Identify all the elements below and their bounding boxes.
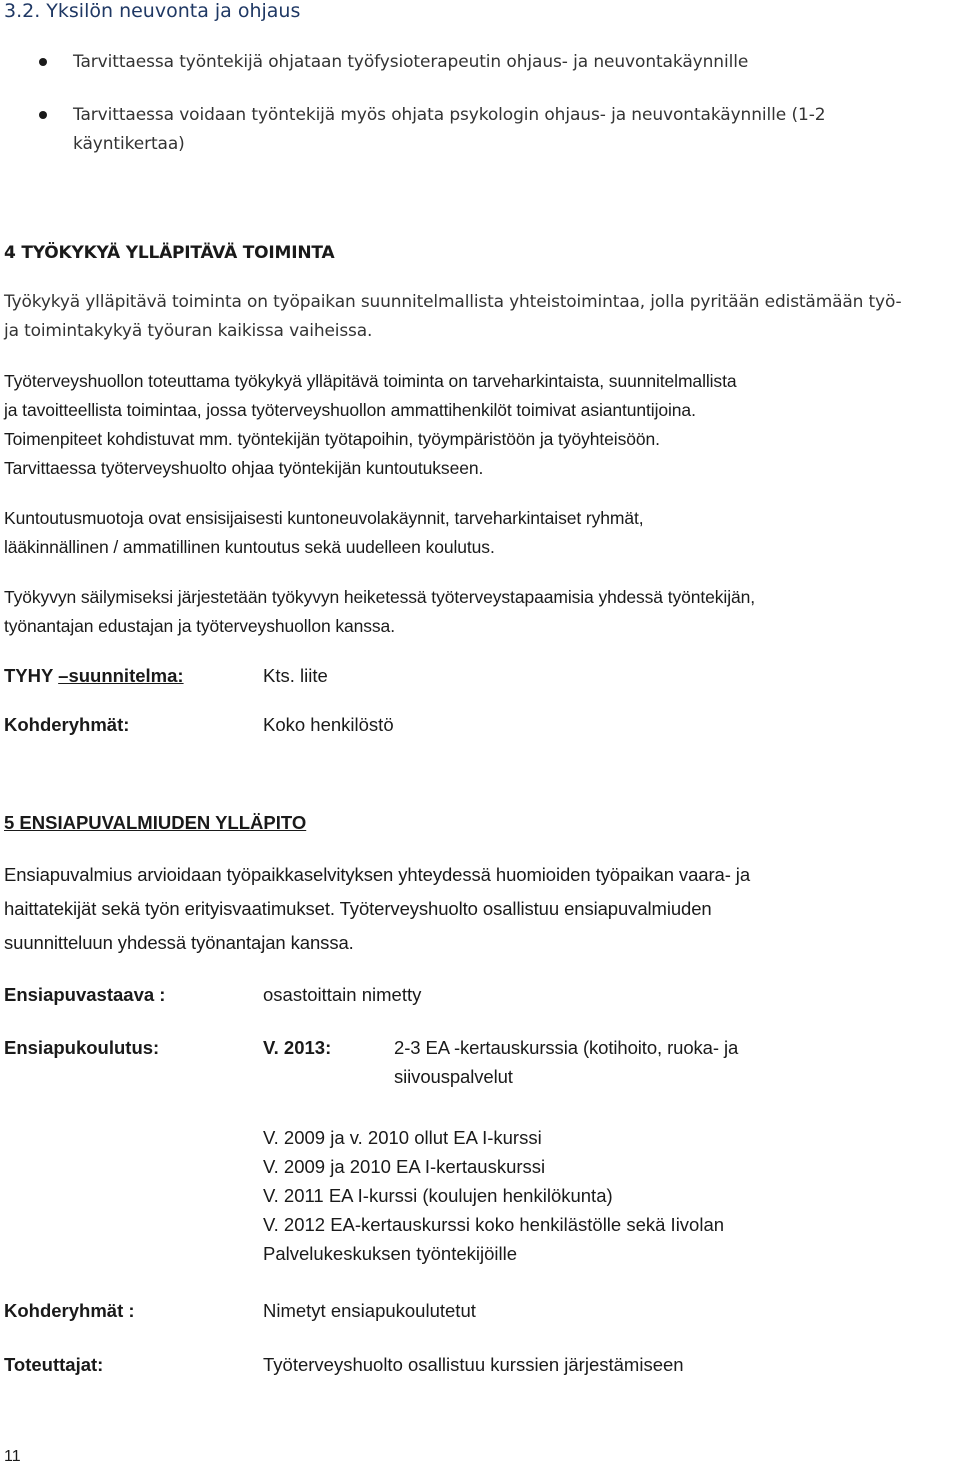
section-4-intro: Työkykyä ylläpitävä toiminta on työpaikan suunnitelmallista yhteistoimintaa, jolla pyritään edistämään työ- ja toimintakykyä työuran kaikissa vaiheissa. (4, 292, 902, 341)
first-aid-responsible-value: osastoittain nimetty (263, 984, 422, 1005)
implementers-value: Työterveyshuolto osallistuu kurssien järjestämiseen (263, 1354, 684, 1375)
implementers-label: Toteuttajat: (4, 1354, 104, 1375)
section-5-title: 5 ENSIAPUVALMIUDEN YLLÄPITO (4, 812, 307, 833)
first-aid-training-2013: 2-3 EA -kertauskurssia (kotihoito, ruoka- ja siivouspalvelut (394, 1037, 739, 1087)
first-aid-training-label: Ensiapukoulutus: (4, 1037, 160, 1058)
tyhy-plan-label: TYHY –suunnitelma: (4, 665, 184, 686)
first-aid-training-year: V. 2013: (263, 1037, 332, 1058)
list-item: V. 2009 ja 2010 EA I-kertauskurssi (263, 1156, 546, 1177)
section-4-paragraph-1: Työterveyshuollon toteuttama työkykyä ylläpitävä toiminta on tarveharkintaista, suunnitelmallista ja tavoitteellista toimintaa, jossa työterveyshuollon ammattihenkilöt toimivat asiantuntijoina. Toimenpiteet kohdistuvat mm. työntekijän työtapoihin, työympäristöön ja työyhteisöön. Tarvittaessa työterveyshuolto ohjaa työntekijän kuntoutukseen. (4, 371, 737, 478)
section-5-paragraph: Ensiapuvalmius arvioidaan työpaikkaselvityksen yhteydessä huomioiden työpaikan vaara- ja haittatekijät sekä työn erityisvaatimukset. Työterveyshuolto osallistuu ensiapuvalmiuden suunnitteluun yhdessä työnantajan kanssa. (4, 864, 751, 953)
bullet-icon (39, 111, 47, 119)
page-number: 11 (4, 1448, 21, 1465)
section-4-paragraph-3: Työkyvyn säilymiseksi järjestetään työkyvyn heiketessä työterveystapaamisia yhdessä työntekijän, työnantajan edustajan ja työterveyshuollon kanssa. (4, 587, 756, 636)
section-4-target-label: Kohderyhmät: (4, 714, 130, 735)
section-3-2-title: 3.2. Yksilön neuvonta ja ohjaus (4, 0, 301, 22)
section-4-paragraph-2: Kuntoutusmuotoja ovat ensisijaisesti kuntoneuvolakäynnit, tarveharkintaiset ryhmät, lääkinnällinen / ammatillinen kuntoutus sekä uudelleen koulutus. (4, 508, 644, 557)
list-item: V. 2009 ja v. 2010 ollut EA I-kurssi (263, 1127, 542, 1148)
first-aid-history-list (263, 1123, 724, 1268)
document-page: 3.2. Yksilön neuvonta ja ohjaus Tarvittaessa työntekijä ohjataan työfysioterapeutin ohjaus- ja neuvontakäynnille Tarvittaessa voidaan työntekijä myös ohjata psykologin ohjaus- ja neuvontakäynnille (1-2 käyntikertaa) 4 TYÖKYKYÄ YLLÄPITÄVÄ TOIMINTA Työkykyä ylläpitävä toiminta on työpaikan suunnitelmallista yhteistoimintaa, jolla pyritään edistämään työ- ja toimintakykyä työuran kaikissa vaiheissa. Työterveyshuollon toteuttama työkykyä ylläpitävä toiminta on tarveharkintaista, suunnitelmallista ja tavoitteellista toimintaa, jossa työterveyshuollon ammattihenkilöt toimivat asiantuntijoina. Toimenpiteet kohdistuvat mm. työntekijän työtapoihin, työympäristöön ja työyhteisöön. Tarvittaessa työterveyshuolto ohjaa työntekijän kuntoutukseen. Kuntoutusmuotoja ovat ensisijaisesti kuntoneuvolakäynnit, tarveharkintaiset ryhmät, lääkinnällinen / ammatillinen kuntoutus sekä uudelleen koulutus. Työkyvyn säilymiseksi järjestetään työkyvyn heiketessä työterveystapaamisia yhdessä työntekijän, työnantajan edustajan ja työterveyshuollon kanssa. TYHY –suunnitelma: Kts. liite Kohderyhmät: Koko henkilöstö 5 ENSIAPUVALMIUDEN YLLÄPITO Ensiapuvalmius arvioidaan työpaikkaselvityksen yhteydessä huomioiden työpaikan vaara- ja haittatekijät sekä työn erityisvaatimukset. Työterveyshuolto osallistuu ensiapuvalmiuden suunnitteluun yhdessä työnantajan kanssa. Ensiapuvastaava : osastoittain nimetty Ensiapukoulutus: V. 2013: 2-3 EA -kertauskurssia (kotihoito, ruoka- ja siivouspalvelut V. 2009 ja v. 2010 ollut EA I-kurssi V. 2009 ja 2010 EA I-kertauskurssi V. 2011 EA I-kurssi (koulujen henkilökunta) V. 2012 EA-kertauskurssi koko henkilästölle sekä Iivolan Palvelukeskuksen työntekijöille Kohderyhmät : Nimetyt ensiapukoulutetut Toteuttajat: Työterveyshuolto osallistuu kurssien järjestämiseen 11 (0, 0, 960, 1467)
list-item: V. 2011 EA I-kurssi (koulujen henkilökunta) (263, 1185, 613, 1206)
first-aid-responsible-label: Ensiapuvastaava : (4, 984, 166, 1005)
section-4-title: 4 TYÖKYKYÄ YLLÄPITÄVÄ TOIMINTA (4, 243, 335, 263)
list-item: Palvelukeskuksen työntekijöille (263, 1243, 517, 1264)
section-4-target-value: Koko henkilöstö (263, 714, 394, 735)
list-item: V. 2012 EA-kertauskurssi koko henkilästölle sekä Iivolan (263, 1214, 725, 1235)
bullet-icon (39, 58, 47, 66)
tyhy-plan-value: Kts. liite (263, 665, 328, 686)
section-5-target-label: Kohderyhmät : (4, 1300, 135, 1321)
section-5-target-value: Nimetyt ensiapukoulutetut (263, 1300, 476, 1321)
